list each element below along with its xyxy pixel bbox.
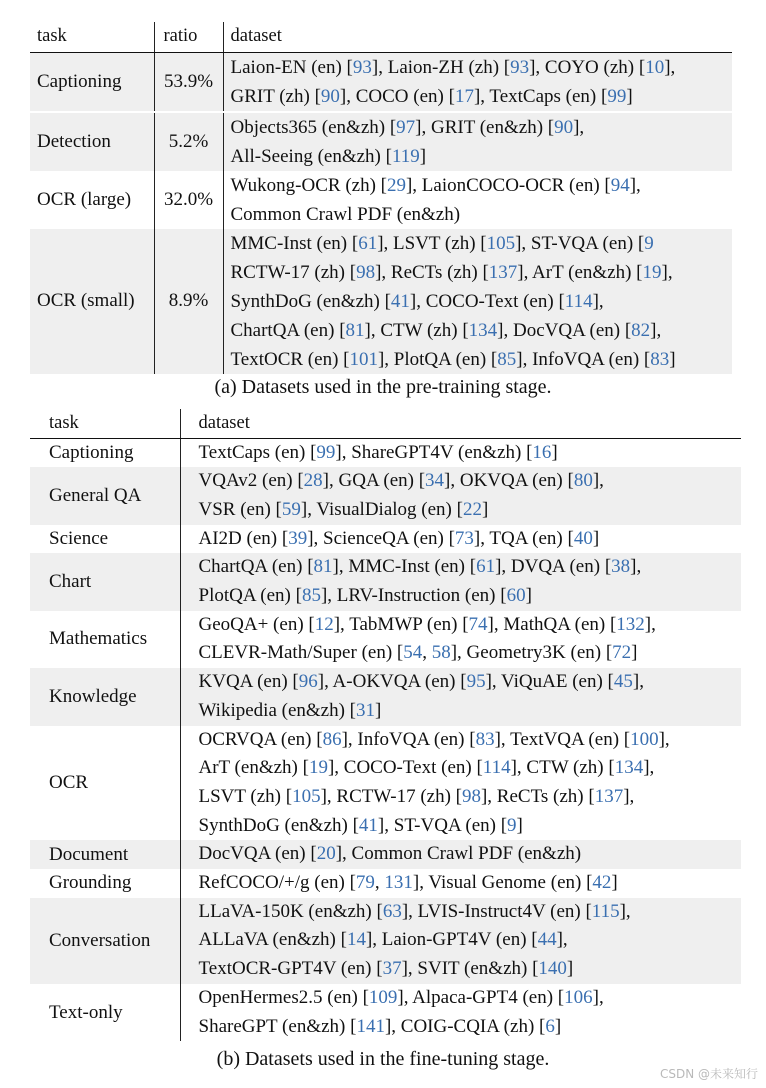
dataset-text: PlotQA (en) [ [198, 585, 302, 607]
dataset-text: ] [669, 348, 676, 370]
dataset-text: ], ReCTs (zh) [ [375, 261, 489, 283]
dataset-text: TextOCR (en) [ [230, 348, 350, 370]
dataset-text: ], Common Crawl PDF (en&zh) [335, 843, 582, 865]
dataset-text: ], [592, 470, 604, 492]
citation-ref: 74 [468, 613, 488, 635]
table-row [30, 726, 741, 841]
dataset-text: ], LRV-Instruction (en) [ [320, 585, 507, 607]
task-cell: OCR [49, 771, 89, 793]
dataset-text: Objects365 (en&zh) [ [230, 116, 397, 138]
citation-ref: 99 [607, 85, 627, 107]
dataset-text: ] [566, 958, 574, 980]
dataset-cell [223, 112, 732, 171]
dataset-text: ], [632, 671, 644, 693]
dataset-cell [223, 171, 732, 229]
dataset-text: ], COCO-Text (en) [ [409, 290, 565, 312]
dataset-text: ], ST-VQA (en) [ [377, 814, 508, 836]
citation-ref: 6 [545, 1015, 555, 1037]
dataset-text: ], ScienceQA (en) [ [307, 527, 455, 549]
citation-ref: 85 [301, 585, 321, 607]
citation-ref: 134 [468, 319, 498, 341]
citation-ref: 59 [281, 498, 301, 520]
citation-ref: 19 [642, 261, 662, 283]
dataset-text: ChartQA (en) [ [230, 319, 346, 341]
citation-ref: 38 [611, 556, 631, 578]
citation-ref: 58 [431, 642, 451, 664]
table-a-caption: (a) Datasets used in the pre-training stage. [214, 376, 552, 398]
dataset-text: ] [626, 85, 633, 107]
citation-ref: 83 [475, 728, 495, 750]
dataset-text: ], Geometry3K (en) [ [450, 642, 613, 664]
dataset-text: Common Crawl PDF (en&zh) [230, 203, 461, 225]
citation-ref: 137 [488, 261, 518, 283]
citation-ref: 141 [356, 1015, 385, 1037]
citation-ref: 41 [358, 814, 378, 836]
citation-ref: 140 [538, 958, 567, 980]
dataset-text: SynthDoG (en&zh) [ [230, 290, 391, 312]
table-row [30, 984, 741, 1041]
dataset-text: ], LVIS-Instruct4V (en) [ [401, 900, 592, 922]
dataset-text: Wikipedia (en&zh) [ [198, 699, 357, 721]
citation-ref: 29 [386, 174, 406, 196]
table-row [30, 668, 741, 725]
citation-ref: 80 [573, 470, 593, 492]
column-header-dataset: dataset [223, 22, 732, 52]
table-row [30, 840, 741, 869]
dataset-text: CLEVR-Math/Super (en) [ [198, 642, 404, 664]
table-header-row [30, 409, 741, 438]
citation-ref: 73 [454, 527, 474, 549]
dataset-text: RCTW-17 (zh) [ [230, 261, 357, 283]
dataset-text: ], [619, 900, 631, 922]
task-cell: Chart [30, 553, 180, 610]
citation-ref: 60 [506, 585, 526, 607]
citation-ref: 12 [314, 613, 334, 635]
dataset-text: SynthDoG (en&zh) [ [198, 814, 359, 836]
table-row [30, 171, 732, 229]
citation-ref: 82 [631, 319, 651, 341]
dataset-text: Laion-EN (en) [ [230, 56, 353, 78]
citation-ref: 109 [368, 986, 398, 1008]
ratio-cell: 5.2% [154, 112, 223, 171]
table-row [30, 525, 741, 554]
citation-ref: 101 [349, 348, 378, 370]
table-header-row [30, 22, 732, 52]
dataset-text: ], [658, 728, 670, 750]
dataset-text: ], ST-VQA (en) [ [515, 232, 645, 254]
dataset-text: ], LSVT (zh) [ [377, 232, 487, 254]
dataset-text: MMC-Inst (en) [ [230, 232, 359, 254]
dataset-text: ], [573, 116, 585, 138]
dataset-text: OCRVQA (en) [ [198, 728, 323, 750]
dataset-text: ] [525, 585, 532, 607]
dataset-text: ], TextVQA (en) [ [494, 728, 631, 750]
column-header-task: task [30, 409, 180, 438]
watermark: CSDN @未来知行 [659, 1067, 758, 1081]
citation-ref: 28 [303, 470, 323, 492]
dataset-cell [180, 467, 741, 524]
citation-ref: 86 [322, 728, 342, 750]
dataset-text: ], COCO-Text (en) [ [327, 757, 483, 779]
citation-ref: 99 [316, 441, 336, 463]
citation-ref: 93 [510, 56, 530, 78]
dataset-text: ], Laion-ZH (zh) [ [371, 56, 511, 78]
citation-ref: 131 [384, 872, 413, 894]
dataset-text: ], SVIT (en&zh) [ [401, 958, 539, 980]
dataset-text: ], [592, 986, 604, 1008]
dataset-text: ] [611, 872, 618, 894]
citation-ref: 94 [610, 174, 630, 196]
dataset-cell [223, 229, 732, 374]
citation-ref: 85 [497, 348, 517, 370]
dataset-text: ], ArT (en&zh) [ [517, 261, 643, 283]
citation-ref: 16 [532, 441, 552, 463]
task-cell: Document [30, 840, 180, 869]
dataset-text: TextOCR-GPT4V (en) [ [198, 958, 383, 980]
dataset-text: VQAv2 (en) [ [198, 470, 304, 492]
table-row [30, 611, 741, 668]
dataset-text: ], Alpaca-GPT4 (en) [ [397, 986, 565, 1008]
dataset-text: ] [551, 441, 558, 463]
dataset-text: GRIT (zh) [ [230, 85, 321, 107]
citation-ref: 134 [614, 757, 644, 779]
dataset-text: ], DVQA (en) [ [495, 556, 612, 578]
dataset-text: ], DocVQA (en) [ [497, 319, 632, 341]
dataset-text: ], MathQA (en) [ [487, 613, 617, 635]
citation-ref: 114 [482, 757, 511, 779]
citation-ref: 40 [573, 527, 593, 549]
dataset-text: ], Visual Genome (en) [ [412, 872, 593, 894]
table-row [30, 467, 741, 524]
citation-ref: 41 [390, 290, 410, 312]
citation-ref: 95 [466, 671, 486, 693]
dataset-cell [180, 898, 741, 984]
table-row [30, 553, 741, 610]
dataset-text: ], ShareGPT4V (en&zh) [ [335, 441, 533, 463]
dataset-text: LLaVA-150K (en&zh) [ [198, 900, 383, 922]
task-cell: Captioning [49, 441, 134, 463]
dataset-cell [223, 52, 732, 112]
dataset-cell [180, 668, 741, 725]
citation-ref: 72 [612, 642, 632, 664]
citation-ref: 97 [396, 116, 416, 138]
citation-ref: 39 [288, 527, 308, 549]
dataset-text: OpenHermes2.5 (en) [ [198, 986, 369, 1008]
task-cell: General QA [30, 467, 180, 524]
citation-ref: 45 [613, 671, 633, 693]
dataset-text: KVQA (en) [ [198, 671, 299, 693]
citation-ref: 37 [382, 958, 402, 980]
citation-ref: 79 [355, 872, 375, 894]
citation-ref: 34 [425, 470, 445, 492]
dataset-text: ], VisualDialog (en) [ [300, 498, 463, 520]
dataset-text: ], RCTW-17 (zh) [ [320, 785, 462, 807]
task-cell: OCR (large) [37, 188, 132, 210]
dataset-text: ChartQA (en) [ [198, 556, 314, 578]
citation-ref: 10 [645, 56, 665, 78]
citation-ref: 61 [358, 232, 378, 254]
dataset-text: , [374, 872, 385, 894]
dataset-text: , [422, 642, 432, 664]
ratio-cell: 53.9% [154, 52, 223, 112]
dataset-text: ], [643, 757, 655, 779]
citation-ref: 20 [316, 843, 336, 865]
dataset-text: ], InfoVQA (en) [ [516, 348, 651, 370]
dataset-text: ], GRIT (en&zh) [ [415, 116, 555, 138]
dataset-text: ], TabMWP (en) [ [333, 613, 469, 635]
citation-ref: 44 [537, 929, 557, 951]
finetuning-datasets-table [30, 409, 741, 1041]
dataset-cell [180, 869, 741, 898]
citation-ref: 9 [644, 232, 654, 254]
dataset-text: ] [481, 498, 489, 520]
citation-ref: 100 [630, 728, 659, 750]
dataset-text: ], MMC-Inst (en) [ [332, 556, 477, 578]
task-cell: Conversation [30, 898, 180, 984]
task-cell: Grounding [49, 872, 132, 894]
dataset-text: ], CTW (zh) [ [364, 319, 469, 341]
dataset-text: ] [516, 814, 523, 836]
task-cell: Captioning [30, 52, 154, 112]
dataset-text: ], PlotQA (en) [ [377, 348, 498, 370]
dataset-text: ], [592, 290, 604, 312]
dataset-text: ], TQA (en) [ [473, 527, 574, 549]
citation-ref: 90 [320, 85, 340, 107]
citation-ref: 115 [591, 900, 620, 922]
table-row [30, 229, 732, 374]
dataset-text: ], A-OKVQA (en) [ [317, 671, 467, 693]
task-cell: Mathematics [49, 628, 148, 650]
citation-ref: 61 [476, 556, 496, 578]
dataset-text: All-Seeing (en&zh) [ [230, 145, 392, 167]
citation-ref: 90 [554, 116, 574, 138]
table-row [30, 52, 732, 112]
citation-ref: 42 [592, 872, 612, 894]
citation-ref: 81 [345, 319, 365, 341]
dataset-text: ], [556, 929, 568, 951]
dataset-text: ], OKVQA (en) [ [444, 470, 574, 492]
citation-ref: 96 [298, 671, 318, 693]
citation-ref: 105 [292, 785, 321, 807]
dataset-text: ], LaionCOCO-OCR (en) [ [405, 174, 611, 196]
citation-ref: 132 [616, 613, 645, 635]
dataset-text: ], [664, 56, 676, 78]
dataset-cell [180, 525, 741, 554]
citation-ref: 63 [382, 900, 402, 922]
citation-ref: 83 [650, 348, 670, 370]
table-row [30, 869, 741, 898]
citation-ref: 54 [403, 642, 423, 664]
dataset-text: TextCaps (en) [ [198, 441, 317, 463]
ratio-cell: 8.9% [154, 229, 223, 374]
citation-ref: 105 [486, 232, 516, 254]
dataset-text: ShareGPT (en&zh) [ [198, 1015, 357, 1037]
citation-ref: 114 [564, 290, 593, 312]
dataset-text: AI2D (en) [ [198, 527, 289, 549]
citation-ref: 98 [461, 785, 481, 807]
dataset-text: GeoQA+ (en) [ [198, 613, 315, 635]
dataset-text: ] [554, 1015, 562, 1037]
citation-ref: 17 [454, 85, 474, 107]
dataset-text: ], TextCaps (en) [ [473, 85, 608, 107]
dataset-text: ] [419, 145, 427, 167]
citation-ref: 106 [564, 986, 593, 1008]
citation-ref: 22 [462, 498, 482, 520]
citation-ref: 19 [308, 757, 328, 779]
column-header-task: task [30, 22, 154, 52]
dataset-text: ALLaVA (en&zh) [ [198, 929, 347, 951]
dataset-text: ], [661, 261, 673, 283]
dataset-text: ], COIG-CQIA (zh) [ [384, 1015, 546, 1037]
task-cell: Science [49, 527, 109, 549]
task-cell: Knowledge [30, 668, 180, 725]
dataset-text: Wukong-OCR (zh) [ [230, 174, 387, 196]
citation-ref: 137 [594, 785, 624, 807]
task-cell: Text-only [49, 1001, 123, 1023]
citation-ref: 31 [356, 699, 376, 721]
citation-ref: 119 [391, 145, 420, 167]
table-row [30, 898, 741, 984]
dataset-text: ], Laion-GPT4V (en) [ [365, 929, 538, 951]
column-header-ratio: ratio [154, 22, 223, 52]
dataset-text: ] [631, 642, 638, 664]
dataset-cell [180, 840, 741, 869]
dataset-text: ], [630, 556, 642, 578]
citation-ref: 93 [352, 56, 372, 78]
dataset-text: ], [644, 613, 656, 635]
dataset-cell [180, 984, 741, 1041]
dataset-text: ], ViQuAE (en) [ [485, 671, 614, 693]
dataset-cell [180, 438, 741, 467]
task-cell: OCR (small) [30, 229, 154, 374]
dataset-text: ], InfoVQA (en) [ [341, 728, 476, 750]
table-row [30, 438, 741, 467]
dataset-text: ArT (en&zh) [ [198, 757, 309, 779]
citation-ref: 9 [507, 814, 517, 836]
dataset-text: LSVT (zh) [ [198, 785, 293, 807]
ratio-cell: 32.0% [154, 171, 223, 229]
dataset-text: ], [629, 174, 641, 196]
task-cell: Detection [30, 112, 154, 171]
dataset-text: ], COYO (zh) [ [529, 56, 646, 78]
column-header-dataset: dataset [180, 409, 741, 438]
dataset-text: ], [650, 319, 662, 341]
dataset-text: ] [592, 527, 600, 549]
dataset-text: ], GQA (en) [ [322, 470, 426, 492]
pretraining-datasets-table [30, 22, 732, 374]
table-row [30, 112, 732, 171]
dataset-text: ], [623, 785, 635, 807]
dataset-text: ], ReCTs (zh) [ [480, 785, 595, 807]
dataset-cell [180, 611, 741, 668]
citation-ref: 98 [356, 261, 376, 283]
table-b-caption: (b) Datasets used in the fine-tuning stage. [216, 1048, 550, 1070]
dataset-cell [180, 553, 741, 610]
dataset-text: ] [375, 699, 382, 721]
dataset-text: ], COCO (en) [ [339, 85, 455, 107]
dataset-text: ], CTW (zh) [ [510, 757, 615, 779]
dataset-cell [180, 726, 741, 841]
dataset-text: VSR (en) [ [198, 498, 282, 520]
dataset-text: RefCOCO/+/g (en) [ [198, 872, 356, 894]
dataset-text: DocVQA (en) [ [198, 843, 317, 865]
citation-ref: 14 [346, 929, 366, 951]
citation-ref: 81 [313, 556, 333, 578]
